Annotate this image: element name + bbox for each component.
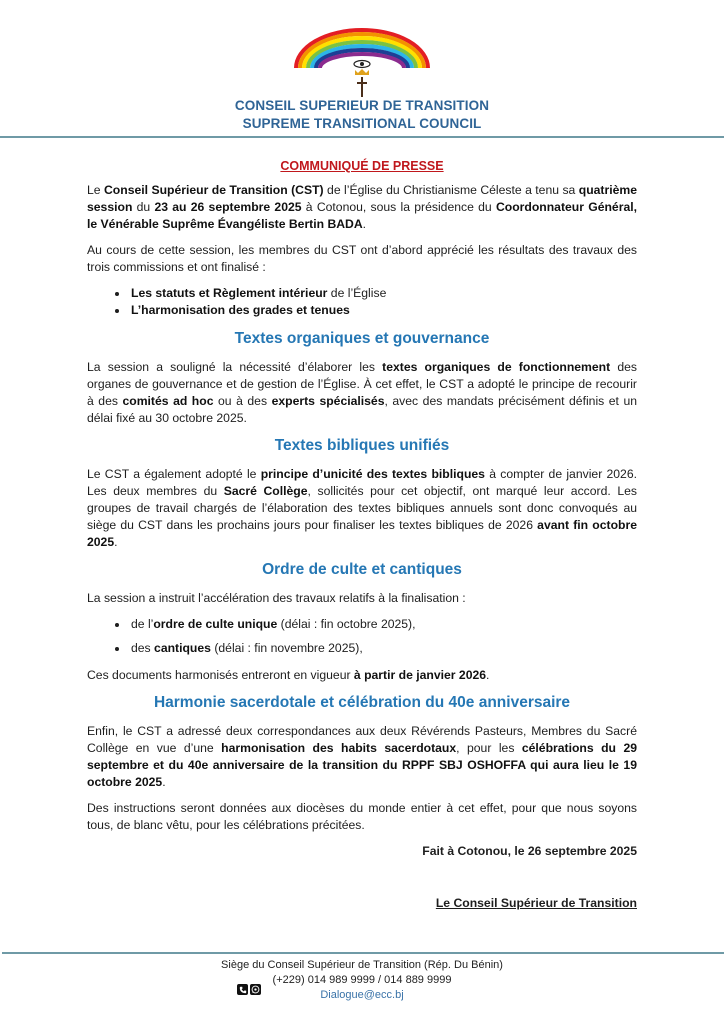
footer: [0, 958, 724, 1003]
list-item: • de l’ordre de culte unique (délai : fin octobre 2025),: [129, 616, 637, 633]
section-paragraph: La session a souligné la nécessité d’élaborer les textes organiques de fonctionnement des organes de gouvernance et de gestion de l’Église. À cet effet, le CST a adopté le principe de recourir à des comités ad hoc ou à des experts spécialisés, avec des mandats précisément définis et un délai fixé au 30 octobre 2025.: [87, 360, 638, 425]
church-logo: [292, 28, 432, 98]
commissions-intro: Au cours de cette session, les membres du CST ont d’abord apprécié les résultats des travaux des trois commissions et ont finalisé :: [87, 243, 637, 274]
footer-address: Siège du Conseil Supérieur de Transition (Rép. Du Bénin): [221, 959, 503, 971]
signatory: Le Conseil Supérieur de Transition: [435, 896, 637, 910]
section-paragraph: Le CST a également adopté le principe d’unicité des textes bibliques à compter de janvier 2026. Les deux membres du Sacré Collège, sollicités pour cet objectif, ont marqué leur accord. Les groupes de travail chargés de l’élaboration des textes bibliques annuels sont donc convoqués au siège du CST dans les prochains jours pour finaliser les textes bibliques de 2026 avant fin octobre 2025.: [87, 467, 638, 549]
section-paragraph: Enfin, le CST a adressé deux correspondances aux deux Révérends Pasteurs, Membres du Sacré Collège en vue d’une harmonisation des habits sacerdotaux, pour les célébrations du 29 septembre et du 40e anniversaire de la transition du RPPF SBJ OSHOFFA qui aura lieu le 19 octobre 2025.: [87, 724, 637, 789]
letterhead: [0, 0, 724, 140]
list-item: • des cantiques (délai : fin novembre 2025),: [129, 640, 637, 657]
tasks-list: [87, 616, 637, 657]
org-name-en: SUPREME TRANSITIONAL COUNCIL: [242, 116, 482, 131]
section-heading: Textes bibliques unifiés: [274, 437, 450, 454]
footer-phones: (+229) 014 989 9999 / 014 889 9999: [272, 974, 452, 986]
whatsapp-icon: [250, 984, 261, 995]
section-intro: La session a instruit l’accélération des travaux relatifs à la finalisation :: [87, 591, 466, 605]
footer-divider: [2, 952, 724, 954]
crown-icon: [355, 69, 369, 75]
press-release-body: [87, 158, 637, 912]
list-item: • L’harmonisation des grades et tenues: [129, 302, 637, 319]
section-heading: Textes organiques et gouvernance: [234, 330, 490, 347]
header-divider: [0, 136, 724, 138]
instructions-paragraph: Des instructions seront données aux diocèses du monde entier à cet effet, pour que nous soyons tous, de blanc vêtu, pour les célébrations précitées.: [87, 801, 637, 832]
contact-icons: [237, 984, 261, 995]
commissions-list: [87, 285, 637, 319]
place-and-date: Fait à Cotonou, le 26 septembre 2025: [422, 844, 637, 858]
org-name-fr: CONSEIL SUPERIEUR DE TRANSITION: [234, 98, 490, 113]
section-heading: Harmonie sacerdotale et célébration du 40e anniversaire: [153, 694, 571, 711]
footer-email[interactable]: Dialogue@ecc.bj: [320, 989, 404, 1001]
document-title: COMMUNIQUÉ DE PRESSE: [280, 159, 444, 173]
intro-paragraph: Le Conseil Supérieur de Transition (CST) de l’Église du Christianisme Céleste a tenu sa quatrième session du 23 au 26 septembre 2025 à Cotonou, sous la présidence du Coordonnateur Général, le Vénérable Suprême Évangéliste Bertin BADA.: [87, 183, 638, 231]
list-item: • Les statuts et Règlement intérieur de l’Église: [129, 285, 637, 302]
section-outro: Ces documents harmonisés entreront en vigueur à partir de janvier 2026.: [87, 668, 490, 682]
section-heading: Ordre de culte et cantiques: [262, 561, 462, 578]
phone-icon: [237, 984, 248, 995]
